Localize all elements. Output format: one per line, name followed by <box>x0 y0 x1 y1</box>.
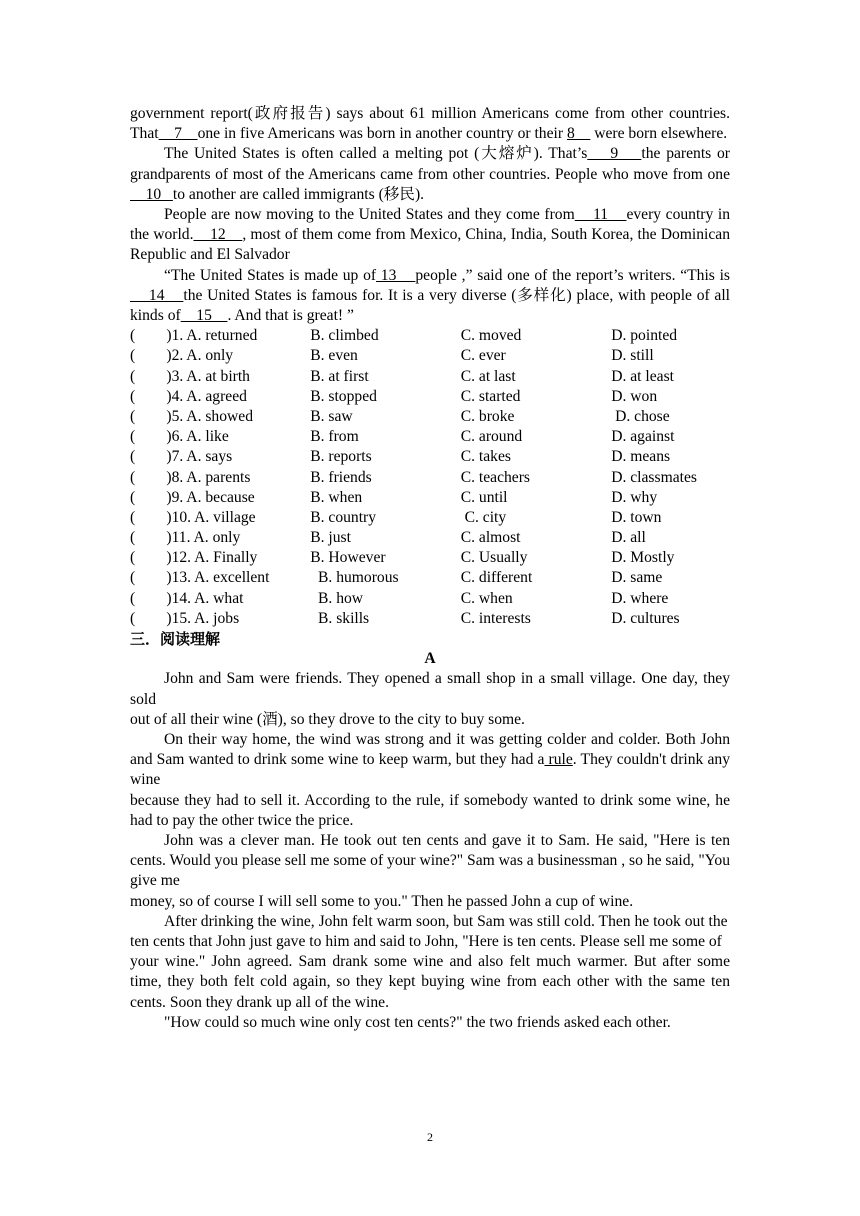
blank-7: 7 <box>158 125 198 143</box>
option-d: D. chose <box>611 407 670 425</box>
option-c: C. at last <box>460 367 516 385</box>
option-d: D. all <box>611 529 646 547</box>
passage-paragraph-2 <box>130 144 730 205</box>
option-c: C. city <box>460 508 507 526</box>
blank-9: 9 <box>587 145 642 163</box>
blank-13: 13 <box>376 266 416 284</box>
option-row <box>130 447 730 467</box>
option-row <box>130 326 730 346</box>
text: People are now moving to the United States and they come from <box>164 206 575 224</box>
option-num: ( )6. A. like <box>130 428 229 446</box>
option-d: D. still <box>611 347 654 365</box>
option-b: B. country <box>310 508 377 526</box>
option-c: C. Usually <box>460 549 528 567</box>
option-b: B. just <box>310 529 351 547</box>
option-num: ( )3. A. at birth <box>130 367 250 385</box>
blank-11: 11 <box>574 206 627 224</box>
option-b: B. humorous <box>310 569 399 587</box>
option-c: C. almost <box>460 529 521 547</box>
blank-15: 15 <box>180 307 228 325</box>
option-b: B. how <box>310 589 364 607</box>
option-d: D. why <box>611 488 658 506</box>
option-b: B. However <box>310 549 386 567</box>
passage-paragraph-4 <box>130 266 730 327</box>
reading-paragraph-4: After drinking the wine, John felt warm soon, but Sam was still cold. Then he took out the <box>164 912 728 930</box>
reading-paragraph-1: John and Sam were friends. They opened a small shop in a small village. One day, they sold <box>130 670 730 708</box>
option-row <box>130 568 730 588</box>
text: people ,” said one of the report’s writers. “This is <box>415 266 730 284</box>
reading-title: A <box>424 650 436 668</box>
option-d: D. against <box>611 428 675 446</box>
option-c: C. takes <box>460 448 511 466</box>
option-row <box>130 346 730 366</box>
option-num: ( )8. A. parents <box>130 468 251 486</box>
blank-8: 8 <box>566 125 591 143</box>
option-d: D. won <box>611 387 658 405</box>
option-c: C. when <box>460 589 513 607</box>
option-c: C. interests <box>460 609 531 627</box>
text: every country in the world. <box>130 206 730 244</box>
option-c: C. teachers <box>460 468 530 486</box>
page-number: 2 <box>427 1130 433 1144</box>
reading-line: ten cents that John just gave to him and said to John, "Here is ten cents. Please sell me some of <box>130 933 722 951</box>
option-b: B. from <box>310 428 359 446</box>
text: . And that is great! ” <box>227 307 354 325</box>
option-row <box>130 609 730 629</box>
option-row <box>130 488 730 508</box>
option-d: D. where <box>611 589 669 607</box>
option-d: D. cultures <box>611 609 680 627</box>
option-d: D. at least <box>611 367 674 385</box>
text: to another are called immigrants (移民). <box>172 185 425 203</box>
option-d: D. town <box>611 508 662 526</box>
option-d: D. classmates <box>611 468 697 486</box>
reading-paragraph-2 <box>130 730 730 791</box>
option-b: B. reports <box>310 448 372 466</box>
option-num: ( )12. A. Finally <box>130 549 258 567</box>
option-num: ( )10. A. village <box>130 508 256 526</box>
option-num: ( )14. A. what <box>130 589 244 607</box>
option-num: ( )11. A. only <box>130 529 241 547</box>
passage-paragraph-3 <box>130 205 730 266</box>
option-row <box>130 468 730 488</box>
option-d: D. pointed <box>611 327 678 345</box>
option-b: B. saw <box>310 407 353 425</box>
reading-paragraph-3: John was a clever man. He took out ten cents and gave it to Sam. He said, "Here is ten cents. Would you please sell me some of your wine?" Sam was a businessman , so he said, "You give me <box>130 832 730 890</box>
text: were born elsewhere. <box>590 125 728 143</box>
reading-line: your wine." John agreed. Sam drank some wine and also felt much warmer. But after some time, they both felt cold again, so they kept buying wine from each other with the same ten cents. Soon they drank up all of the wine. <box>130 953 730 1011</box>
option-row <box>130 387 730 407</box>
reading-line: money, so of course I will sell some to you." Then he passed John a cup of wine. <box>130 892 634 910</box>
option-num: ( )7. A. says <box>130 448 233 466</box>
option-num: ( )9. A. because <box>130 488 255 506</box>
text: the parents or grandparents of most of the Americans came from other countries. People who move from one <box>130 145 731 183</box>
document-page <box>130 104 730 1033</box>
underlined-word: rule <box>544 751 573 769</box>
option-row <box>130 367 730 387</box>
text: , most of them come from Mexico, China, India, South Korea, the Dominican Republic and El Salvador <box>130 226 731 264</box>
option-b: B. stopped <box>310 387 377 405</box>
option-b: B. friends <box>310 468 372 486</box>
option-c: C. different <box>460 569 533 587</box>
text: the United States is famous for. It is a very diverse (多样化) place, with people of all kinds of <box>130 286 730 325</box>
option-d: D. means <box>611 448 671 466</box>
option-b: B. skills <box>310 609 370 627</box>
text: “The United States is made up of <box>164 266 377 284</box>
option-row <box>130 427 730 447</box>
text: On their way home, the wind was strong and it was getting colder and colder. Both John and Sam wanted to drink some wine to keep warm, but they had a <box>130 731 730 769</box>
option-num: ( )13. A. excellent <box>130 569 270 587</box>
section-title: 三．阅读理解 <box>130 630 221 649</box>
option-c: C. around <box>460 428 523 446</box>
option-b: B. climbed <box>310 327 379 345</box>
option-num: ( )1. A. returned <box>130 327 258 345</box>
option-num: ( )4. A. agreed <box>130 387 247 405</box>
option-b: B. at first <box>310 367 369 385</box>
text: . They couldn't drink any wine <box>130 751 730 789</box>
option-row <box>130 407 730 427</box>
blank-14: 14 <box>130 286 184 304</box>
option-c: C. until <box>460 488 508 506</box>
option-c: C. started <box>460 387 521 405</box>
option-c: C. moved <box>460 327 522 345</box>
option-row <box>130 528 730 548</box>
reading-line: because they had to sell it. According to the rule, if somebody wanted to drink some wine, he had to pay the other twice the price. <box>130 791 730 829</box>
text: government report(政府报告) says about 61 million Americans come from other countries. That <box>130 105 730 143</box>
option-num: ( )2. A. only <box>130 347 234 365</box>
reading-paragraph-5: "How could so much wine only cost ten cents?" the two friends asked each other. <box>164 1013 671 1031</box>
option-row <box>130 589 730 609</box>
option-d: D. Mostly <box>611 549 675 567</box>
option-num: ( )15. A. jobs <box>130 609 240 627</box>
blank-12: 12 <box>193 226 243 244</box>
option-b: B. even <box>310 347 358 365</box>
option-b: B. when <box>310 488 363 506</box>
option-c: C. ever <box>460 347 506 365</box>
text: one in five Americans was born in another country or their <box>197 125 567 143</box>
option-row <box>130 548 730 568</box>
option-row <box>130 508 730 528</box>
option-d: D. same <box>611 569 663 587</box>
options-list <box>130 326 730 629</box>
reading-line: out of all their wine (酒), so they drove to the city to buy some. <box>130 710 525 728</box>
text: The United States is often called a melting pot (大熔炉). That’s <box>164 145 588 163</box>
option-c: C. broke <box>460 407 515 425</box>
option-num: ( )5. A. showed <box>130 407 254 425</box>
blank-10: 10 <box>130 185 173 203</box>
passage-paragraph-1 <box>130 104 730 144</box>
